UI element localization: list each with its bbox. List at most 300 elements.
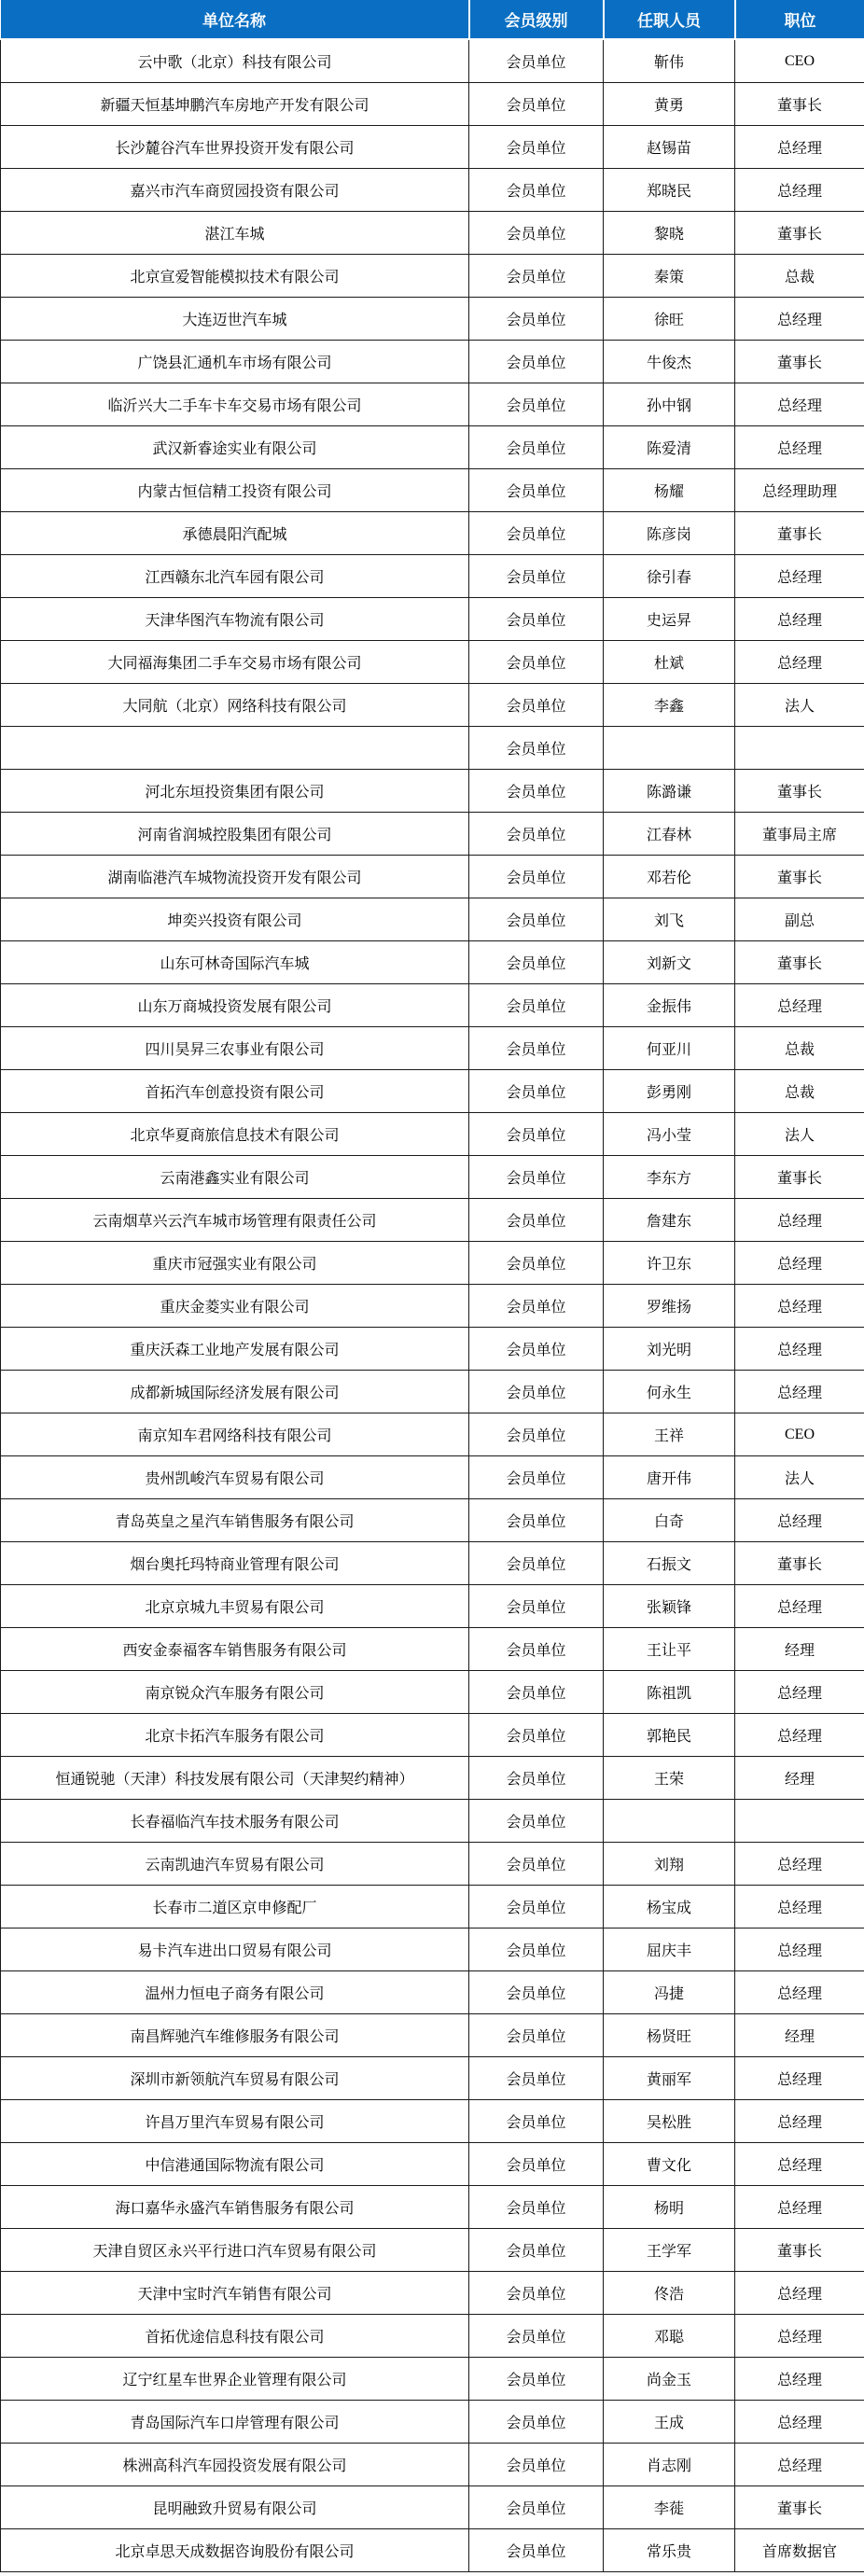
person-cell: 冯小莹 <box>604 1113 735 1156</box>
position-cell: 经理 <box>735 1757 864 1800</box>
table-row <box>1 169 864 212</box>
person-cell: 王让平 <box>604 1628 735 1671</box>
table-row <box>1 1757 864 1800</box>
position-cell: 总经理 <box>735 2272 864 2315</box>
member-level-cell: 会员单位 <box>469 1328 604 1371</box>
person-cell: 陈彦岗 <box>604 512 735 555</box>
unit-name-cell: 重庆沃森工业地产发展有限公司 <box>1 1328 469 1371</box>
table-row <box>1 984 864 1027</box>
table-row <box>1 1585 864 1628</box>
unit-name-cell: 重庆市冠强实业有限公司 <box>1 1242 469 1285</box>
member-level-cell: 会员单位 <box>469 2229 604 2272</box>
table-row <box>1 126 864 169</box>
position-cell: 董事长 <box>735 770 864 813</box>
position-cell: 董事长 <box>735 941 864 984</box>
table-row <box>1 383 864 426</box>
unit-name-cell: 云南烟草兴云汽车城市场管理有限责任公司 <box>1 1199 469 1242</box>
unit-name-cell: 河南省润城控股集团有限公司 <box>1 813 469 856</box>
member-level-cell: 会员单位 <box>469 341 604 383</box>
person-cell <box>604 1800 735 1843</box>
position-cell: 董事长 <box>735 212 864 255</box>
member-level-cell: 会员单位 <box>469 1371 604 1413</box>
unit-name-cell: 武汉新睿途实业有限公司 <box>1 426 469 469</box>
member-level-cell: 会员单位 <box>469 941 604 984</box>
person-cell: 白奇 <box>604 1499 735 1542</box>
position-cell: 总经理 <box>735 1328 864 1371</box>
member-level-cell: 会员单位 <box>469 1971 604 2014</box>
position-cell: 总经理 <box>735 1585 864 1628</box>
person-cell: 江春林 <box>604 813 735 856</box>
table-row <box>1 1113 864 1156</box>
unit-name-cell: 山东可林奇国际汽车城 <box>1 941 469 984</box>
table-row <box>1 1499 864 1542</box>
table-row <box>1 2143 864 2186</box>
unit-name-cell: 成都新城国际经济发展有限公司 <box>1 1371 469 1413</box>
table-header <box>1 0 864 39</box>
position-cell: 总经理 <box>735 1199 864 1242</box>
table-row <box>1 1456 864 1499</box>
unit-name-cell: 长春福临汽车技术服务有限公司 <box>1 1800 469 1843</box>
position-cell: 董事长 <box>735 341 864 383</box>
person-cell: 陈祖凯 <box>604 1671 735 1714</box>
member-level-cell: 会员单位 <box>469 2401 604 2444</box>
position-cell: 总经理 <box>735 298 864 341</box>
member-level-cell: 会员单位 <box>469 2100 604 2143</box>
member-level-cell: 会员单位 <box>469 2358 604 2401</box>
unit-name-cell: 辽宁红星车世界企业管理有限公司 <box>1 2358 469 2401</box>
position-cell <box>735 727 864 770</box>
person-cell: 刘光明 <box>604 1328 735 1371</box>
unit-name-cell: 易卡汽车进出口贸易有限公司 <box>1 1929 469 1971</box>
person-cell: 牛俊杰 <box>604 341 735 383</box>
person-cell: 肖志刚 <box>604 2444 735 2486</box>
table-row <box>1 727 864 770</box>
table-row <box>1 298 864 341</box>
table-row <box>1 2315 864 2358</box>
position-cell: 法人 <box>735 1456 864 1499</box>
position-cell: 总经理 <box>735 555 864 598</box>
person-cell: 詹建东 <box>604 1199 735 1242</box>
column-header-unit-name: 单位名称 <box>1 0 469 39</box>
member-level-cell: 会员单位 <box>469 1156 604 1199</box>
table-row <box>1 83 864 126</box>
member-level-cell: 会员单位 <box>469 555 604 598</box>
position-cell: 总经理 <box>735 2358 864 2401</box>
position-cell: 总经理 <box>735 1499 864 1542</box>
person-cell: 王成 <box>604 2401 735 2444</box>
position-cell: 董事长 <box>735 83 864 126</box>
unit-name-cell: 深圳市新领航汽车贸易有限公司 <box>1 2057 469 2100</box>
unit-name-cell: 北京宣爱智能模拟技术有限公司 <box>1 255 469 298</box>
table-row <box>1 2229 864 2272</box>
table-row <box>1 1843 864 1886</box>
unit-name-cell: 南昌辉驰汽车维修服务有限公司 <box>1 2014 469 2057</box>
unit-name-cell: 坤奕兴投资有限公司 <box>1 898 469 941</box>
unit-name-cell: 云南凯迪汽车贸易有限公司 <box>1 1843 469 1886</box>
table-row <box>1 1285 864 1328</box>
unit-name-cell: 恒通锐驰（天津）科技发展有限公司（天津契约精神） <box>1 1757 469 1800</box>
member-level-cell: 会员单位 <box>469 1456 604 1499</box>
person-cell: 李东方 <box>604 1156 735 1199</box>
position-cell: 经理 <box>735 2014 864 2057</box>
position-cell: 总经理 <box>735 2444 864 2486</box>
member-level-cell: 会员单位 <box>469 641 604 684</box>
position-cell: 总经理 <box>735 1886 864 1929</box>
position-cell: 总经理 <box>735 598 864 641</box>
member-level-cell: 会员单位 <box>469 727 604 770</box>
position-cell: 总裁 <box>735 255 864 298</box>
unit-name-cell: 西安金泰福客车销售服务有限公司 <box>1 1628 469 1671</box>
person-cell: 佟浩 <box>604 2272 735 2315</box>
position-cell: 总经理 <box>735 1371 864 1413</box>
table-row <box>1 1971 864 2014</box>
person-cell: 金振伟 <box>604 984 735 1027</box>
member-level-cell: 会员单位 <box>469 2186 604 2229</box>
person-cell: 杨耀 <box>604 469 735 512</box>
member-level-cell: 会员单位 <box>469 255 604 298</box>
table-row <box>1 212 864 255</box>
position-cell: 总经理 <box>735 1242 864 1285</box>
unit-name-cell: 四川昊昇三农事业有限公司 <box>1 1027 469 1070</box>
position-cell: 首席数据官 <box>735 2529 864 2572</box>
position-cell: 董事长 <box>735 2229 864 2272</box>
member-level-cell: 会员单位 <box>469 1027 604 1070</box>
member-level-cell: 会员单位 <box>469 2272 604 2315</box>
table-row <box>1 426 864 469</box>
member-level-cell: 会员单位 <box>469 1242 604 1285</box>
unit-name-cell: 北京卓思天成数据咨询股份有限公司 <box>1 2529 469 2572</box>
unit-name-cell: 大连迈世汽车城 <box>1 298 469 341</box>
position-cell: 董事长 <box>735 512 864 555</box>
person-cell: 杨明 <box>604 2186 735 2229</box>
person-cell: 何永生 <box>604 1371 735 1413</box>
table-row <box>1 555 864 598</box>
member-level-cell: 会员单位 <box>469 1671 604 1714</box>
unit-name-cell: 昆明融致升贸易有限公司 <box>1 2486 469 2529</box>
table-row <box>1 2057 864 2100</box>
person-cell: 杜斌 <box>604 641 735 684</box>
person-cell: 徐旺 <box>604 298 735 341</box>
person-cell: 许卫东 <box>604 1242 735 1285</box>
person-cell: 王学军 <box>604 2229 735 2272</box>
table-row <box>1 341 864 383</box>
unit-name-cell: 首拓汽车创意投资有限公司 <box>1 1070 469 1113</box>
unit-name-cell: 青岛国际汽车口岸管理有限公司 <box>1 2401 469 2444</box>
member-level-cell: 会员单位 <box>469 1757 604 1800</box>
table-row <box>1 1542 864 1585</box>
person-cell <box>604 727 735 770</box>
table-row <box>1 1714 864 1757</box>
person-cell: 陈潞谦 <box>604 770 735 813</box>
person-cell: 杨贤旺 <box>604 2014 735 2057</box>
position-cell: 总经理 <box>735 1843 864 1886</box>
unit-name-cell: 河北东垣投资集团有限公司 <box>1 770 469 813</box>
unit-name-cell: 内蒙古恒信精工投资有限公司 <box>1 469 469 512</box>
person-cell: 王荣 <box>604 1757 735 1800</box>
person-cell: 邓若伦 <box>604 856 735 898</box>
unit-name-cell: 南京知车君网络科技有限公司 <box>1 1413 469 1456</box>
table-row <box>1 684 864 727</box>
position-cell <box>735 1800 864 1843</box>
person-cell: 黄丽军 <box>604 2057 735 2100</box>
unit-name-cell: 大同福海集团二手车交易市场有限公司 <box>1 641 469 684</box>
unit-name-cell: 江西赣东北汽车园有限公司 <box>1 555 469 598</box>
member-level-cell: 会员单位 <box>469 2444 604 2486</box>
member-level-cell: 会员单位 <box>469 1843 604 1886</box>
table-row <box>1 1371 864 1413</box>
person-cell: 罗维扬 <box>604 1285 735 1328</box>
person-cell: 石振文 <box>604 1542 735 1585</box>
person-cell: 王祥 <box>604 1413 735 1456</box>
table-row <box>1 770 864 813</box>
unit-name-cell: 长沙麓谷汽车世界投资开发有限公司 <box>1 126 469 169</box>
person-cell: 邓聪 <box>604 2315 735 2358</box>
person-cell: 黎晓 <box>604 212 735 255</box>
column-header-member-level: 会员级别 <box>469 0 604 39</box>
unit-name-cell: 山东万商城投资发展有限公司 <box>1 984 469 1027</box>
unit-name-cell: 北京卡拓汽车服务有限公司 <box>1 1714 469 1757</box>
table-row <box>1 2444 864 2486</box>
member-level-cell: 会员单位 <box>469 2143 604 2186</box>
member-level-cell: 会员单位 <box>469 1886 604 1929</box>
person-cell: 赵锡苗 <box>604 126 735 169</box>
position-cell: CEO <box>735 1413 864 1456</box>
position-cell: 总经理 <box>735 2186 864 2229</box>
position-cell: 总经理助理 <box>735 469 864 512</box>
position-cell: 法人 <box>735 1113 864 1156</box>
person-cell: 曹文化 <box>604 2143 735 2186</box>
member-level-cell: 会员单位 <box>469 83 604 126</box>
position-cell: 总经理 <box>735 2100 864 2143</box>
position-cell: 总经理 <box>735 641 864 684</box>
table-row <box>1 39 864 83</box>
unit-name-cell: 临沂兴大二手车卡车交易市场有限公司 <box>1 383 469 426</box>
member-level-cell: 会员单位 <box>469 212 604 255</box>
position-cell: 总经理 <box>735 1714 864 1757</box>
member-level-cell: 会员单位 <box>469 770 604 813</box>
unit-name-cell: 许昌万里汽车贸易有限公司 <box>1 2100 469 2143</box>
table-row <box>1 1929 864 1971</box>
person-cell: 吴松胜 <box>604 2100 735 2143</box>
unit-name-cell: 首拓优途信息科技有限公司 <box>1 2315 469 2358</box>
member-level-cell: 会员单位 <box>469 1585 604 1628</box>
member-level-cell: 会员单位 <box>469 1113 604 1156</box>
unit-name-cell: 烟台奥托玛特商业管理有限公司 <box>1 1542 469 1585</box>
unit-name-cell: 株洲高科汽车园投资发展有限公司 <box>1 2444 469 2486</box>
table-row <box>1 255 864 298</box>
table-row <box>1 2529 864 2572</box>
person-cell: 徐引春 <box>604 555 735 598</box>
table-row <box>1 2358 864 2401</box>
person-cell: 刘新文 <box>604 941 735 984</box>
person-cell: 刘翔 <box>604 1843 735 1886</box>
position-cell: 总经理 <box>735 1929 864 1971</box>
table-row <box>1 2100 864 2143</box>
member-level-cell: 会员单位 <box>469 2486 604 2529</box>
table-row <box>1 641 864 684</box>
table-row <box>1 2014 864 2057</box>
table-row <box>1 2401 864 2444</box>
unit-name-cell: 天津中宝时汽车销售有限公司 <box>1 2272 469 2315</box>
position-cell: 总经理 <box>735 1285 864 1328</box>
unit-name-cell: 大同航（北京）网络科技有限公司 <box>1 684 469 727</box>
table-row <box>1 813 864 856</box>
person-cell: 屈庆丰 <box>604 1929 735 1971</box>
unit-name-cell: 温州力恒电子商务有限公司 <box>1 1971 469 2014</box>
position-cell: 总经理 <box>735 126 864 169</box>
unit-name-cell: 天津自贸区永兴平行进口汽车贸易有限公司 <box>1 2229 469 2272</box>
person-cell: 尚金玉 <box>604 2358 735 2401</box>
table-row <box>1 1199 864 1242</box>
member-level-cell: 会员单位 <box>469 984 604 1027</box>
unit-name-cell: 广饶县汇通机车市场有限公司 <box>1 341 469 383</box>
position-cell: 总经理 <box>735 2315 864 2358</box>
person-cell: 常乐贵 <box>604 2529 735 2572</box>
member-level-cell: 会员单位 <box>469 383 604 426</box>
unit-name-cell: 南京锐众汽车服务有限公司 <box>1 1671 469 1714</box>
position-cell: 总经理 <box>735 2401 864 2444</box>
member-level-cell: 会员单位 <box>469 1070 604 1113</box>
column-header-person: 任职人员 <box>604 0 735 39</box>
unit-name-cell: 云南港鑫实业有限公司 <box>1 1156 469 1199</box>
person-cell: 何亚川 <box>604 1027 735 1070</box>
member-level-cell: 会员单位 <box>469 856 604 898</box>
member-level-cell: 会员单位 <box>469 298 604 341</box>
unit-name-cell: 长春市二道区京申修配厂 <box>1 1886 469 1929</box>
unit-name-cell: 嘉兴市汽车商贸园投资有限公司 <box>1 169 469 212</box>
person-cell: 靳伟 <box>604 39 735 83</box>
person-cell: 唐开伟 <box>604 1456 735 1499</box>
unit-name-cell <box>1 727 469 770</box>
position-cell: 总经理 <box>735 2057 864 2100</box>
member-level-cell: 会员单位 <box>469 512 604 555</box>
position-cell: 总经理 <box>735 426 864 469</box>
table-row <box>1 598 864 641</box>
position-cell: 副总 <box>735 898 864 941</box>
position-cell: 总经理 <box>735 169 864 212</box>
member-level-cell: 会员单位 <box>469 1285 604 1328</box>
unit-name-cell: 重庆金菱实业有限公司 <box>1 1285 469 1328</box>
member-level-cell: 会员单位 <box>469 1413 604 1456</box>
person-cell: 张颖锋 <box>604 1585 735 1628</box>
member-level-cell: 会员单位 <box>469 126 604 169</box>
person-cell: 陈爱清 <box>604 426 735 469</box>
member-level-cell: 会员单位 <box>469 1542 604 1585</box>
member-level-cell: 会员单位 <box>469 39 604 83</box>
unit-name-cell: 湛江车城 <box>1 212 469 255</box>
table-row <box>1 2272 864 2315</box>
table-row <box>1 1027 864 1070</box>
member-level-cell: 会员单位 <box>469 684 604 727</box>
person-cell: 冯捷 <box>604 1971 735 2014</box>
position-cell: 经理 <box>735 1628 864 1671</box>
person-cell: 郭艳民 <box>604 1714 735 1757</box>
person-cell: 史运昇 <box>604 598 735 641</box>
member-level-cell: 会员单位 <box>469 426 604 469</box>
position-cell: 总经理 <box>735 1671 864 1714</box>
member-level-cell: 会员单位 <box>469 2529 604 2572</box>
position-cell: 总经理 <box>735 984 864 1027</box>
table-row <box>1 1413 864 1456</box>
member-level-cell: 会员单位 <box>469 1499 604 1542</box>
position-cell: 总经理 <box>735 1971 864 2014</box>
member-level-cell: 会员单位 <box>469 469 604 512</box>
person-cell: 秦策 <box>604 255 735 298</box>
member-level-cell: 会员单位 <box>469 1714 604 1757</box>
unit-name-cell: 中信港通国际物流有限公司 <box>1 2143 469 2186</box>
member-level-cell: 会员单位 <box>469 169 604 212</box>
unit-name-cell: 湖南临港汽车城物流投资开发有限公司 <box>1 856 469 898</box>
table-row <box>1 1800 864 1843</box>
table-body <box>1 39 864 2572</box>
table-row <box>1 1328 864 1371</box>
unit-name-cell: 承德晨阳汽配城 <box>1 512 469 555</box>
table-row <box>1 469 864 512</box>
position-cell: 总经理 <box>735 383 864 426</box>
table-row <box>1 2486 864 2529</box>
member-level-cell: 会员单位 <box>469 2014 604 2057</box>
table-row <box>1 2186 864 2229</box>
position-cell: 董事长 <box>735 2486 864 2529</box>
table-row <box>1 1628 864 1671</box>
position-cell: 董事长 <box>735 856 864 898</box>
member-level-cell: 会员单位 <box>469 1628 604 1671</box>
unit-name-cell: 北京华夏商旅信息技术有限公司 <box>1 1113 469 1156</box>
table-row <box>1 1671 864 1714</box>
person-cell: 孙中钢 <box>604 383 735 426</box>
position-cell: 董事长 <box>735 1156 864 1199</box>
member-level-cell: 会员单位 <box>469 1199 604 1242</box>
position-cell: 总裁 <box>735 1070 864 1113</box>
member-level-cell: 会员单位 <box>469 813 604 856</box>
unit-name-cell: 贵州凯峻汽车贸易有限公司 <box>1 1456 469 1499</box>
column-header-position: 职位 <box>735 0 864 39</box>
table-row <box>1 941 864 984</box>
member-level-cell: 会员单位 <box>469 1929 604 1971</box>
member-level-cell: 会员单位 <box>469 898 604 941</box>
table-row <box>1 898 864 941</box>
person-cell: 杨宝成 <box>604 1886 735 1929</box>
position-cell: 总裁 <box>735 1027 864 1070</box>
unit-name-cell: 海口嘉华永盛汽车销售服务有限公司 <box>1 2186 469 2229</box>
unit-name-cell: 云中歌（北京）科技有限公司 <box>1 39 469 83</box>
unit-name-cell: 青岛英皇之星汽车销售服务有限公司 <box>1 1499 469 1542</box>
person-cell: 彭勇刚 <box>604 1070 735 1113</box>
position-cell: CEO <box>735 39 864 83</box>
header-row <box>1 0 864 39</box>
person-cell: 李蓰 <box>604 2486 735 2529</box>
position-cell: 董事长 <box>735 1542 864 1585</box>
position-cell: 法人 <box>735 684 864 727</box>
member-level-cell: 会员单位 <box>469 2315 604 2358</box>
table-row <box>1 1156 864 1199</box>
unit-name-cell: 天津华图汽车物流有限公司 <box>1 598 469 641</box>
unit-name-cell: 北京京城九丰贸易有限公司 <box>1 1585 469 1628</box>
person-cell: 郑晓民 <box>604 169 735 212</box>
table-row <box>1 856 864 898</box>
member-level-cell: 会员单位 <box>469 2057 604 2100</box>
person-cell: 黄勇 <box>604 83 735 126</box>
member-level-cell: 会员单位 <box>469 1800 604 1843</box>
table-row <box>1 1242 864 1285</box>
person-cell: 刘飞 <box>604 898 735 941</box>
person-cell: 李鑫 <box>604 684 735 727</box>
table-row <box>1 1070 864 1113</box>
position-cell: 总经理 <box>735 2143 864 2186</box>
unit-name-cell: 新疆天恒基坤鹏汽车房地产开发有限公司 <box>1 83 469 126</box>
position-cell: 董事局主席 <box>735 813 864 856</box>
table-row <box>1 512 864 555</box>
